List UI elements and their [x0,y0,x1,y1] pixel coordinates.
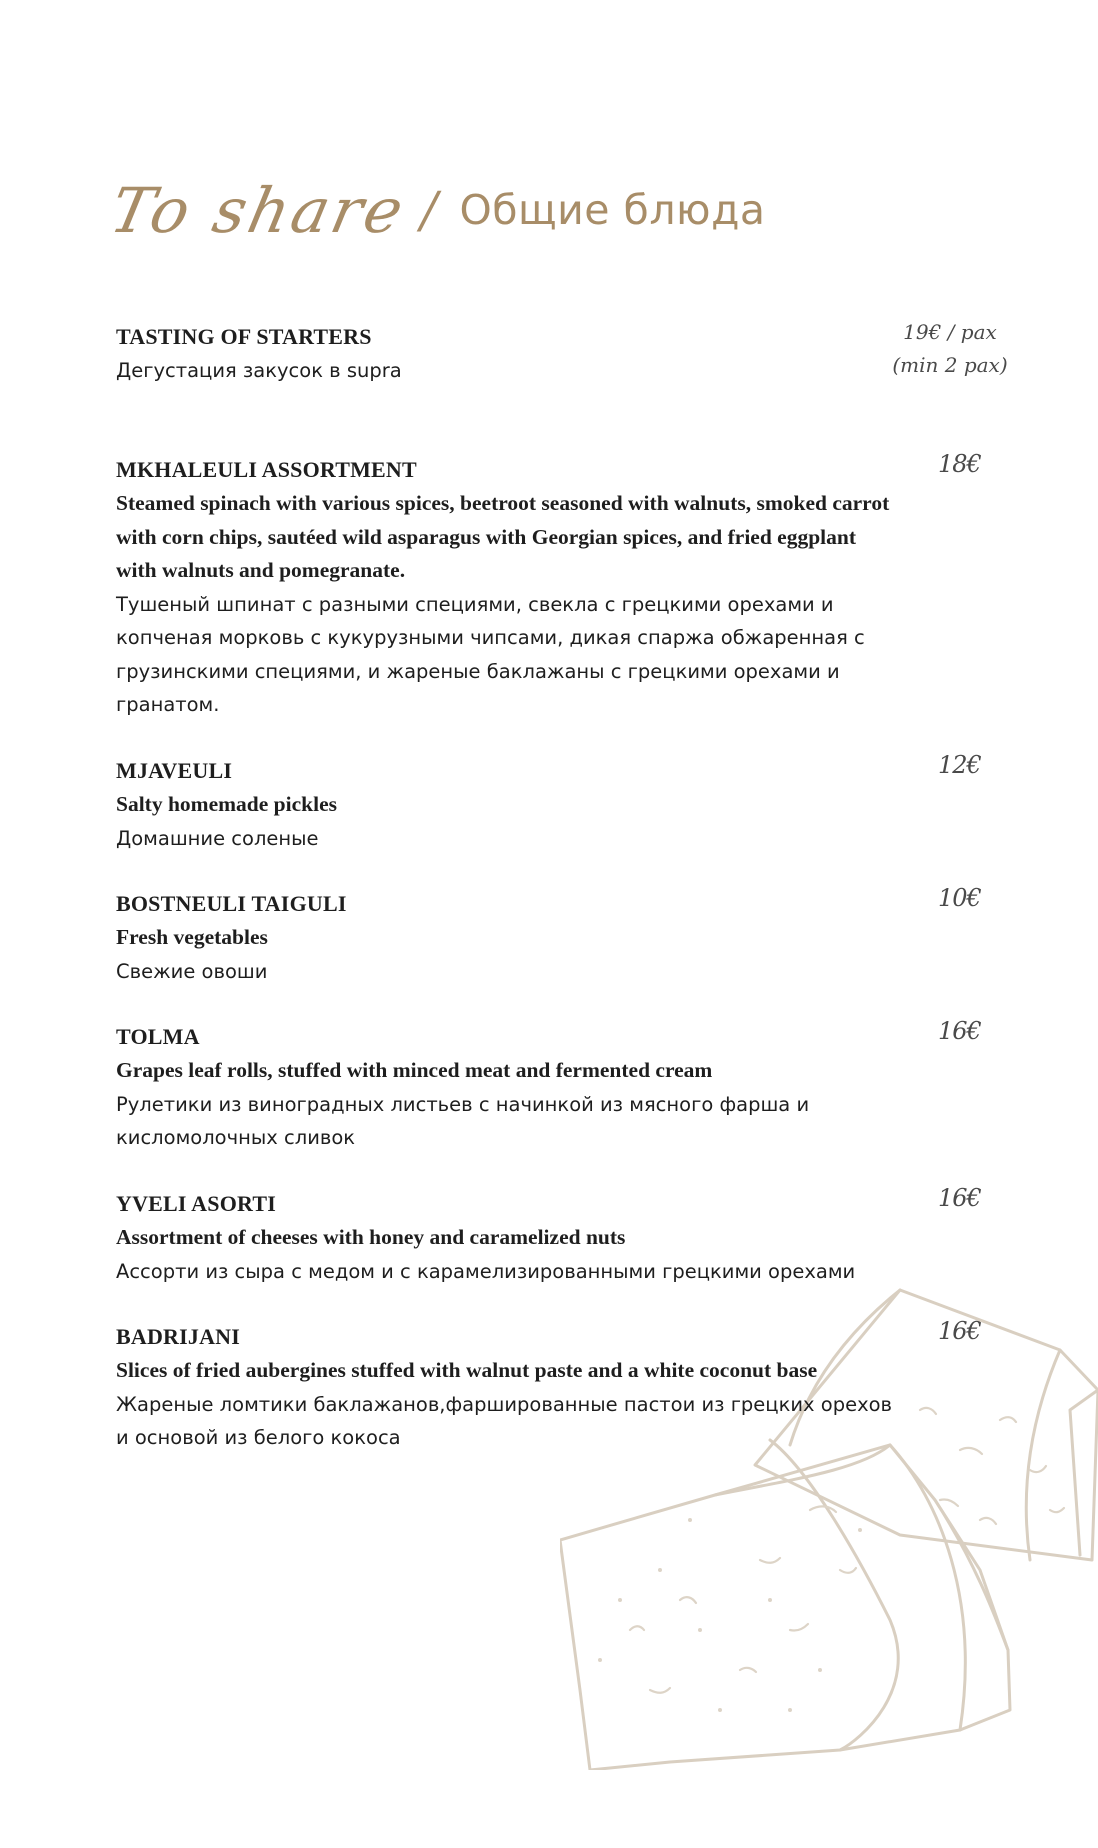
item-name: MJAVEULI [116,758,233,783]
item-description-en: Slices of fried aubergines stuffed with walnut paste and a white coconut base [116,1358,818,1382]
item-description-en: Salty homemade pickles [116,792,337,816]
title-script: To share [104,173,413,247]
title-russian: Общие блюда [459,186,766,234]
item-price: 10€ [938,884,981,912]
page-title [104,160,766,260]
item-description-ru: Свежие овоши [116,959,268,983]
item-description-ru: Дегустация закусок в supra [116,359,402,382]
item-name: TASTING OF STARTERS [116,324,372,349]
menu-item [116,754,896,855]
menu-item [116,1020,896,1155]
menu-item [116,887,896,988]
price-value: 19€ / pax [903,320,997,344]
item-price: 12€ [938,751,981,779]
menu-item [116,320,896,388]
item-description-ru: Жареные ломтики баклажанов,фаршированные пастои из грецких орехов и основой из белого кокоса [116,1392,893,1449]
item-name: YVELI ASORTI [116,1191,276,1216]
item-name: MKHALEULI ASSORTMENT [116,457,417,482]
price-note: (min 2 pax) [892,353,1008,377]
item-price [880,316,1020,382]
menu-item [116,1320,896,1455]
item-name: TOLMA [116,1024,200,1049]
item-description-ru: Ассорти из сыра с медом и с карамелизированными грецкими орехами [116,1259,856,1283]
item-price: 16€ [938,1184,981,1212]
item-name: BOSTNEULI TAIGULI [116,891,347,916]
item-description-ru: Рулетики из виноградных листьев с начинкой из мясного фарша и кисломолочных сливок [116,1092,810,1149]
menu-item [116,453,896,722]
item-description-en: Steamed spinach with various spices, beetroot seasoned with walnuts, smoked carrot with corn chips, sautéed wild asparagus with Georgian spices, and fried eggplant with walnuts and pomegranate. [116,491,890,582]
item-price: 16€ [938,1317,981,1345]
item-description-en: Fresh vegetables [116,925,268,949]
title-separator: / [420,181,438,239]
item-description-ru: Домашние соленые [116,826,319,850]
item-price: 18€ [938,450,981,478]
item-description-en: Assortment of cheeses with honey and caramelized nuts [116,1225,626,1249]
item-name: BADRIJANI [116,1324,241,1349]
item-price: 16€ [938,1017,981,1045]
menu-item [116,1187,896,1288]
item-description-en: Grapes leaf rolls, stuffed with minced meat and fermented cream [116,1058,713,1082]
item-description-ru: Тушеный шпинат с разными специями, свекла с грецкими орехами и копченая морковь с кукурузными чипсами, дикая спаржа обжаренная с грузинскими специями, и жареные баклажаны с грецкими орехами и гранатом. [116,592,865,716]
